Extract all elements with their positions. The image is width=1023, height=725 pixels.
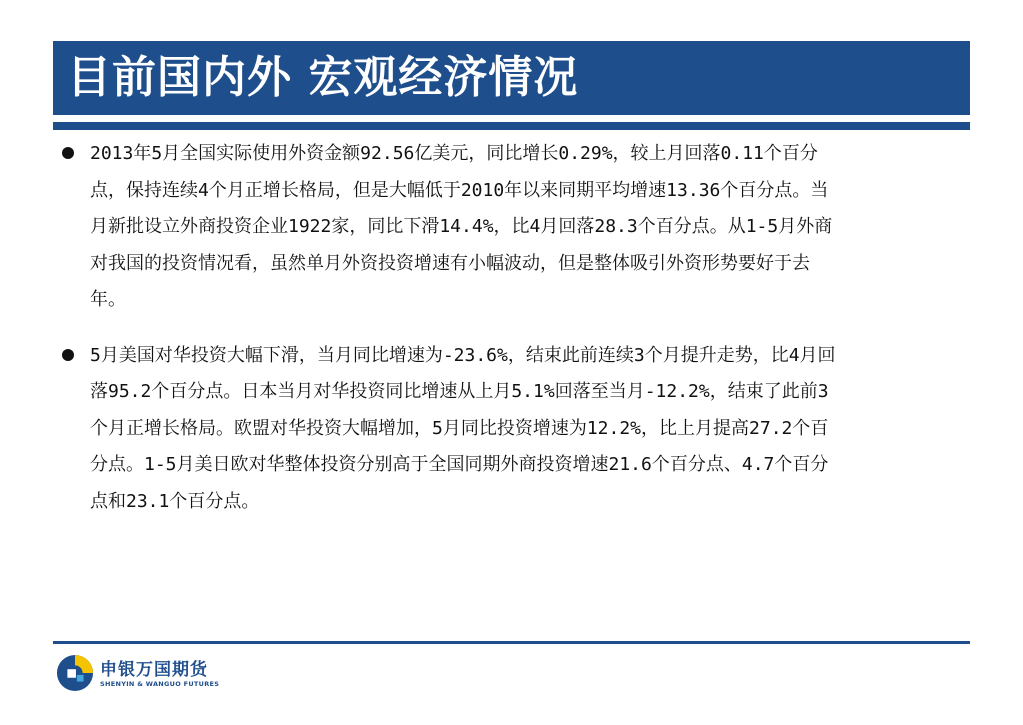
bullet-text: 2013年5月全国实际使用外资金额92.56亿美元，同比增长0.29%，较上月回落0.11个百分点，保持连续4个月正增长格局，但是大幅低于2010年以来同期平均增速13.36个百分点。当月新批设立外商投资企业1922家，同比下滑14.4%，比4月回落28.3个百分点。从1-5月外商对我国的投资情况看，虽然单月外资投资增速有小幅波动，但是整体吸引外资形势要好于去年。 — [90, 143, 833, 310]
title-bar — [53, 41, 970, 115]
logo-mark-icon — [56, 654, 94, 692]
bullet-dot-icon — [62, 147, 74, 159]
title-underline — [53, 122, 970, 130]
footer-divider — [53, 641, 970, 644]
logo-english-name: SHENYIN & WANGUO FUTURES — [100, 680, 220, 688]
bullet-item — [62, 338, 842, 521]
bullet-item — [62, 136, 842, 319]
page-title: 目前国内外 宏观经济情况 — [67, 52, 579, 103]
bullet-dot-icon — [62, 349, 74, 361]
bullet-text: 5月美国对华投资大幅下滑，当月同比增速为-23.6%，结束此前连续3个月提升走势，比4月回落95.2个百分点。日本当月对华投资同比增速从上月5.1%回落至当月-12.2%，结束了此前3个月正增长格局。欧盟对华投资大幅增加，5月同比投资增速为12.2%，比上月提高27.2个百分点。1-5月美日欧对华整体投资分别高于全国同期外商投资增速21.6个百分点、4.7个百分点和23.1个百分点。 — [90, 344, 836, 512]
logo-chinese-name: 申银万国期货 — [100, 660, 208, 680]
slide-content — [62, 136, 842, 539]
company-logo — [56, 652, 220, 692]
